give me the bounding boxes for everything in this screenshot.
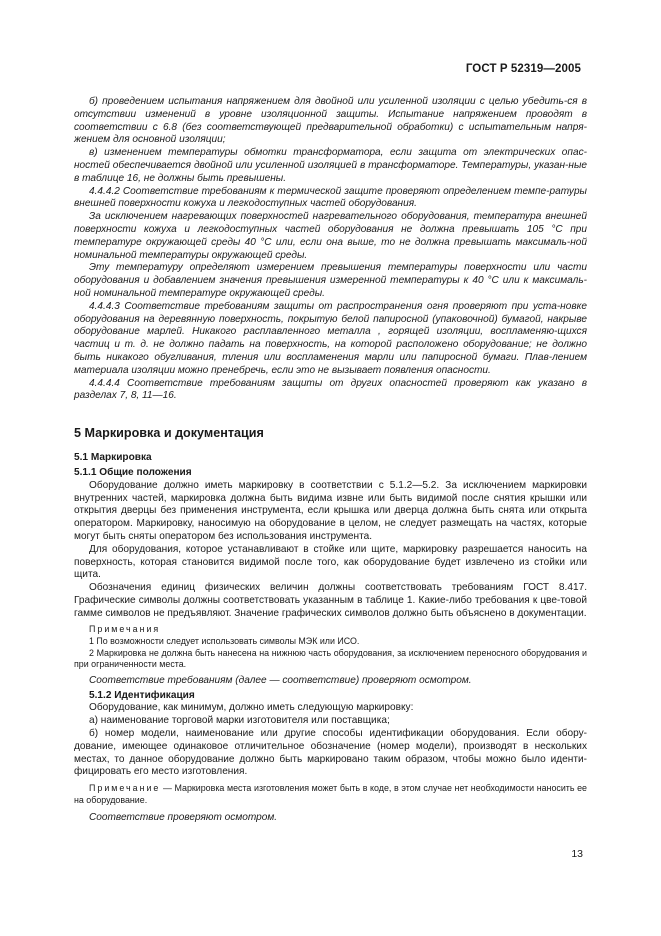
subsection-5-1-1: 5.1.1 Общие положения [74,466,192,478]
paragraph-4-4-4-3: 4.4.4.3 Соответствие требованиям защиты от распространения огня проверяют при уста-новке оборудования на деревянную поверхность, покрытую белой папиросной (упаковочной) бумагой, накрыве оборудование марлей. Никакого расплавленного металла , горящей изоляции, воспламеняю-щихся частиц и т. д. не должно падать на поверхность, на которой расположено оборудование; не должно быть никакого обугливания, тления или воспламенения марли или папиросной бумаги. Плав-лением материала изоляции можно пренебречь, если это не вызывает появления опасности. [74,300,587,376]
page-number: 13 [571,848,583,860]
paragraph-general-1: Оборудование должно иметь маркировку в соответствии с 5.1.2—5.2. За исключением маркировки внутренних частей, маркировка должна быть видима извне или быть видимой после снятия крышки или открытия дверцы без применения инструмента, если крышка или дверца должна быть снята или открыта оператором. Маркировку, наносимую на оборудование в целом, не следует размещать на частях, которые могут быть сняты оператором без использования инструмента. [74,479,587,542]
paragraph-temperature-limit: За исключением нагревающих поверхностей нагревательного оборудования, температура внешней поверхности кожуха и легкодоступных частей оборудования не должна превышать 105 °С при температуре окружающей среды 40 °С или, если она выше, то не должна превышать максималь-ной номинальной температуры окружающей среды. [74,211,587,261]
note-3 [74,783,587,806]
section-title: 5 Маркировка и документация [74,426,264,441]
paragraph-4-4-4-4: 4.4.4.4 Соответствие требованиям защиты от других опасностей проверяют как указано в разделах 7, 8, 11—16. [74,377,587,402]
paragraph-general-2: Для оборудования, которое устанавливают в стойке или щите, маркировку разрешается наносить на поверхность, которая становится видимой после того, как оборудование будет извлечено из стойки или щита. [74,543,587,581]
list-item-b: б) номер модели, наименование или другие способы идентификации оборудования. Если обору-дование, имеющее одинаковое отличительное обозначение (номер модели), производят в нескольких местах, то данное оборудование должно быть маркировано таким образом, чтобы можно было иденти-фицировать его место изготовления. [74,728,587,778]
note-3-label: Примечание [89,783,161,794]
note-3-text: — Маркировка места изготовления может быть в коде, в этом случае нет необходимости наносить ее на оборудование. [74,783,587,805]
paragraph-4-4-4-2: 4.4.4.2 Соответствие требованиям к термической защите проверяют определением темпе-ратуры внешней поверхности кожуха и легкодоступных частей оборудования. [74,185,587,210]
compliance-statement-1: Соответствие требованиям (далее — соответствие) проверяют осмотром. [89,674,472,686]
notes-heading: Примечания [89,624,161,635]
subsection-5-1: 5.1 Маркировка [74,452,152,464]
document-code: ГОСТ Р 52319—2005 [465,63,581,75]
subsection-5-1-2: 5.1.2 Идентификация [89,689,195,701]
note-1: 1 По возможности следует использовать символы МЭК или ИСО. [89,636,360,647]
paragraph-item-b: б) проведением испытания напряжением для двойной или усиленной изоляции с целью убедить-ся в отсутствии изменений в уровне изоляционной защиты. Испытание напряжением проводят в соответствии с 6.8 (без соответствующей предварительной обработки) с испытательным напря-жением для основной изоляции; [74,96,587,146]
compliance-statement-2: Соответствие проверяют осмотром. [89,812,278,824]
note-2: 2 Маркировка не должна быть нанесена на нижнюю часть оборудования, за исключением переносного оборудования и при ограниченности места. [74,647,587,670]
list-item-a: а) наименование торговой марки изготовителя или поставщика; [89,715,390,727]
paragraph-temperature-method: Эту температуру определяют измерением превышения температуры поверхности или части оборудования и добавлением значения превышения измеренной температуры к 40 °С или к максималь-ной номинальной температуре окружающей среды. [74,262,587,299]
paragraph-item-v: в) изменением температуры обмотки трансформатора, если защита от электрических опас-ностей обеспечивается двойной или усиленной изоляцией в трансформаторе. Температуры, указан-ные в таблице 16, не должны быть превышены. [74,147,587,184]
paragraph-general-3: Обозначения единиц физических величин должны соответствовать требованиям ГОСТ 8.417. Графические символы должны соответствовать указанным в таблице 1. Какие-либо требования к цве-товой гамме символов не предъявляют. Значение графических символов должно быть объяснено в документации. [74,582,587,619]
page-body [74,96,587,825]
paragraph-identification: Оборудование, как минимум, должно иметь следующую маркировку: [89,702,414,714]
